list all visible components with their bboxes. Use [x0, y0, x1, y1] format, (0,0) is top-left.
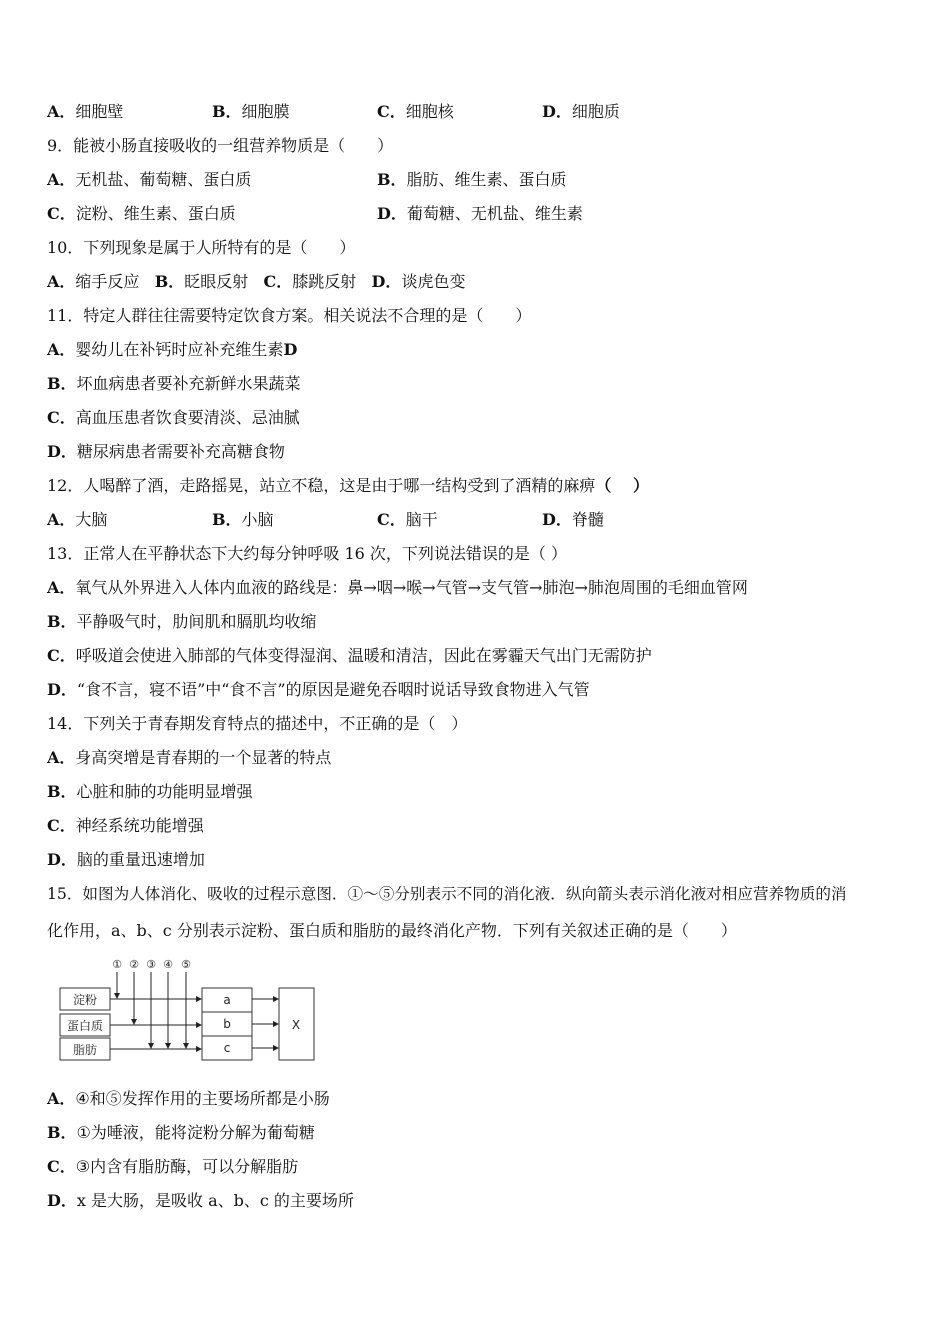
q15-option-b: ①为唾液，能将淀粉分解为葡萄糖 — [76, 1123, 315, 1142]
q15-option-b-key: B． — [47, 1123, 77, 1142]
q12-option-c-key: C． — [377, 510, 406, 529]
q11-option-c-line — [47, 407, 300, 429]
q8-option-d: 细胞质 — [571, 102, 620, 121]
q8-option-a: 细胞壁 — [75, 102, 124, 121]
q9-option-c: 淀粉、维生素、蛋白质 — [75, 204, 236, 223]
q11-option-b: 坏血病患者要补充新鲜水果蔬菜 — [76, 374, 301, 393]
juice-label-4: ④ — [163, 958, 173, 971]
q13-option-a-key: A． — [47, 578, 76, 597]
q15-stem-line1: 15．如图为人体消化、吸收的过程示意图．①～⑤分别表示不同的消化液．纵向箭头表示消化液对相应营养物质的消 — [47, 885, 847, 903]
q11-option-d-line — [47, 441, 285, 463]
q11-option-b-key: B． — [47, 374, 77, 393]
q9-option-d-key: D． — [377, 204, 407, 223]
q11-option-a-key: A． — [47, 340, 76, 359]
q9-option-b-key: B． — [377, 170, 407, 189]
q11-option-c-key: C． — [47, 408, 76, 427]
q13-option-d-key: D． — [47, 680, 77, 699]
q8-option-c-key: C． — [377, 102, 406, 121]
q12-option-d-key: D． — [542, 510, 572, 529]
q15-option-c-key: C． — [47, 1157, 76, 1176]
q10-option-a: 缩手反应 — [75, 272, 140, 291]
organ-x-label: X — [291, 1018, 301, 1032]
q15-option-d-line — [47, 1190, 354, 1212]
product-c-label: c — [223, 1041, 231, 1055]
q14-option-d-key: D． — [47, 850, 77, 869]
q12-option-c: 脑干 — [405, 510, 438, 529]
juice-label-5: ⑤ — [181, 958, 191, 971]
q9-stem: 9．能被小肠直接吸收的一组营养物质是（ ） — [47, 136, 394, 155]
q10-options — [47, 271, 465, 293]
q8-option-d-key: D． — [542, 102, 572, 121]
q13-option-c-key: C． — [47, 646, 76, 665]
q15-stem-line2: 化作用，a、b、c 分别表示淀粉、蛋白质和脂肪的最终消化产物．下列有关叙述正确的是（ ） — [47, 921, 737, 940]
q13-option-b: 平静吸气时，肋间肌和膈肌均收缩 — [76, 612, 317, 631]
q13-option-c: 呼吸道会使进入肺部的气体变得湿润、温暖和清洁，因此在雾霾天气出门无需防护 — [75, 646, 652, 665]
q14-option-a: 身高突增是青春期的一个显著的特点 — [75, 748, 332, 767]
q8-option-c: 细胞核 — [405, 102, 454, 121]
q14-option-d: 脑的重量迅速增加 — [76, 850, 205, 869]
q14-option-c-line — [47, 815, 204, 837]
q13-option-c-line — [47, 645, 652, 667]
nutrient-fat-label: 脂肪 — [72, 1043, 98, 1057]
q10-option-b-key: B． — [154, 272, 185, 291]
q11-option-a-tail: D — [283, 340, 298, 359]
q8-option-b: 细胞膜 — [241, 102, 290, 121]
nutrient-protein-label: 蛋白质 — [66, 1019, 104, 1033]
q14-option-c-key: C． — [47, 816, 76, 835]
q11-option-a: 婴幼儿在补钙时应补充维生素 — [75, 340, 284, 359]
q14-option-b-line — [47, 781, 253, 803]
q13-option-d-line — [47, 679, 590, 701]
q14-stem: 14．下列关于青春期发育特点的描述中，不正确的是（ ） — [47, 714, 468, 733]
q11-stem: 11．特定人群往往需要特定饮食方案。相关说法不合理的是（ ） — [47, 306, 532, 325]
q12-stem-paren: （ ） — [595, 476, 649, 495]
digestion-diagram — [58, 955, 322, 1067]
q15-option-c-line — [47, 1156, 298, 1178]
q10-option-c-key: C． — [263, 272, 293, 291]
q13-option-d: “食不言，寝不语”中“食不言”的原因是避免吞咽时说话导致食物进入气管 — [76, 680, 590, 699]
q13-stem: 13．正常人在平静状态下大约每分钟呼吸 16 次，下列说法错误的是（ ） — [47, 544, 567, 563]
q9-option-a-key: A． — [47, 170, 76, 189]
q14-option-a-line — [47, 747, 331, 769]
q8-option-b-key: B． — [212, 102, 242, 121]
q11-option-c: 高血压患者饮食要清淡、忌油腻 — [75, 408, 300, 427]
q9-option-d: 葡萄糖、无机盐、维生素 — [406, 204, 583, 223]
q9-option-b: 脂肪、维生素、蛋白质 — [406, 170, 567, 189]
q13-option-b-key: B． — [47, 612, 77, 631]
q8-option-a-key: A． — [47, 102, 76, 121]
q12-option-d: 脊髓 — [571, 510, 604, 529]
q15-option-b-line — [47, 1122, 315, 1144]
q10-stem: 10．下列现象是属于人所特有的是（ ） — [47, 238, 356, 257]
juice-label-2: ② — [129, 958, 139, 971]
q11-option-a-line — [47, 339, 297, 361]
q15-option-a: ④和⑤发挥作用的主要场所都是小肠 — [75, 1089, 330, 1108]
q14-option-b-key: B． — [47, 782, 77, 801]
q9-option-a: 无机盐、葡萄糖、蛋白质 — [75, 170, 252, 189]
juice-label-3: ③ — [146, 958, 156, 971]
q10-option-b: 眨眼反射 — [184, 272, 249, 291]
q13-option-a: 氧气从外界进入人体内血液的路线是：鼻→咽→喉→气管→支气管→肺泡→肺泡周围的毛细血管网 — [75, 578, 748, 597]
q14-option-c: 神经系统功能增强 — [75, 816, 204, 835]
q15-option-c: ③内含有脂肪酶，可以分解脂肪 — [75, 1157, 299, 1176]
q12-option-b-key: B． — [212, 510, 242, 529]
juice-label-1: ① — [112, 958, 122, 971]
q10-option-d-key: D． — [371, 272, 402, 291]
q13-option-a-line — [47, 577, 748, 599]
q14-option-b: 心脏和肺的功能明显增强 — [76, 782, 253, 801]
q9-option-c-key: C． — [47, 204, 76, 223]
nutrient-starch-label: 淀粉 — [72, 993, 98, 1007]
q12-option-b: 小脑 — [241, 510, 274, 529]
q11-option-b-line — [47, 373, 301, 395]
q10-option-d: 谈虎色变 — [401, 272, 466, 291]
q11-option-d-key: D． — [47, 442, 77, 461]
q13-option-b-line — [47, 611, 317, 633]
q15-option-a-key: A． — [47, 1089, 76, 1108]
product-a-label: a — [223, 993, 231, 1007]
product-b-label: b — [223, 1017, 231, 1031]
q14-option-a-key: A． — [47, 748, 76, 767]
q12-stem-line — [47, 475, 649, 497]
q12-stem: 12．人喝醉了酒，走路摇晃，站立不稳，这是由于哪一结构受到了酒精的麻痹 — [47, 476, 596, 495]
q14-option-d-line — [47, 849, 205, 871]
q10-option-c: 膝跳反射 — [292, 272, 357, 291]
q12-option-a: 大脑 — [75, 510, 108, 529]
q12-option-a-key: A． — [47, 510, 76, 529]
q10-option-a-key: A． — [47, 272, 76, 291]
q15-option-d-key: D． — [47, 1191, 77, 1210]
q15-option-a-line — [47, 1088, 330, 1110]
q15-option-d: x 是大肠，是吸收 a、b、c 的主要场所 — [76, 1191, 354, 1210]
q11-option-d: 糖尿病患者需要补充高糖食物 — [76, 442, 285, 461]
